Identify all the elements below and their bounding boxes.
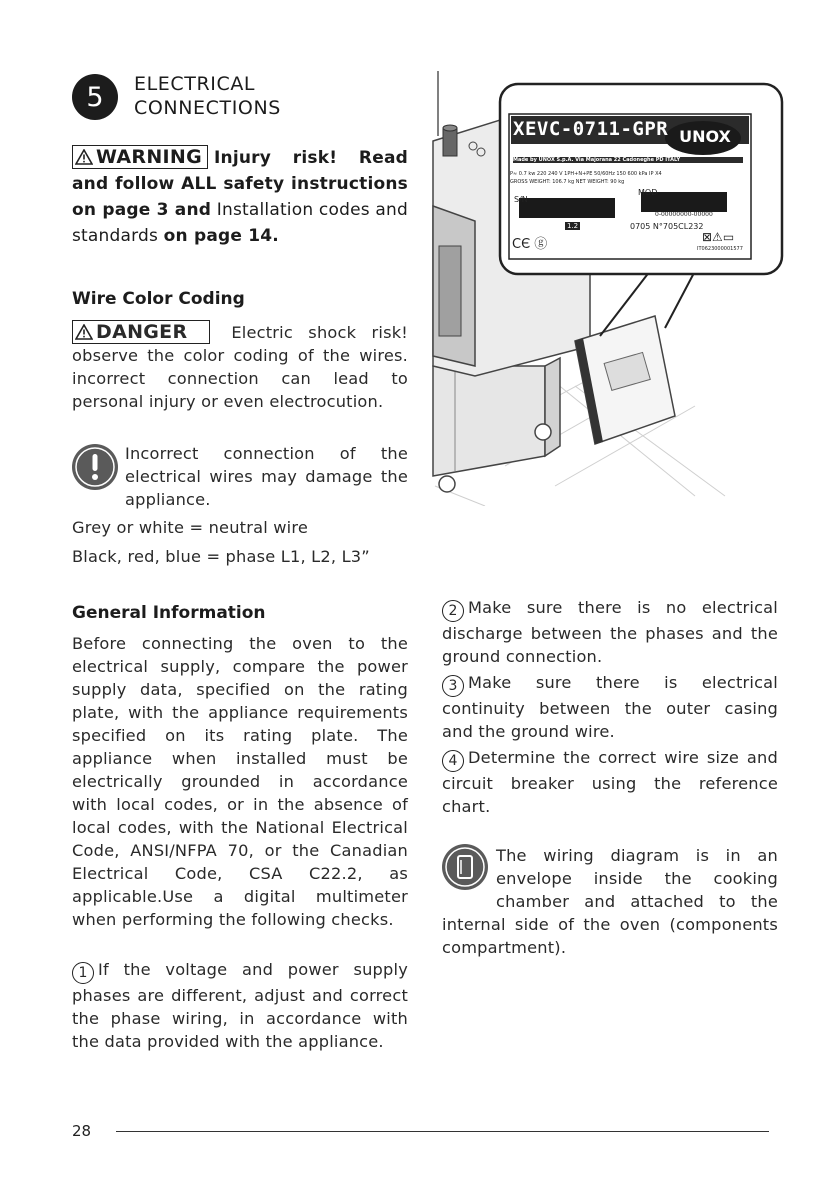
step-2: 2 Make sure there is no electrical discharge between the phases and the ground connection. [442,598,778,666]
section-title: ELECTRICAL CONNECTIONS [134,73,281,119]
general-text: Before connecting the oven to the electrical supply, compare the power supply data, specified on the rating plate, with the appliance requirements specified on its rating plate. The appliance when installed must be electrically grounded in accordance with local codes, or in the absence of local codes, with the National Electrical Code, ANSI/NFPA 70, or the Canadian Electrical Code, CSA C22.2, as applicable.Use a digital multimeter when performing the following checks. [72,634,408,929]
danger-text: Electric shock risk! observe the color coding of the wires. incorrect connection can lead to personal injury or even electrocution. [72,323,408,411]
unox-logo: UNOX [679,127,731,146]
wiring-note: The wiring diagram is in an envelope inside the cooking chamber and attached to the internal side of the oven (components compartment). [442,846,778,957]
plate-sn-label: S/N [514,195,528,204]
plate-made-by: Made by UNOX S.p.A. Via Majorana 22 Cadoneghe PD ITALY [513,157,743,163]
plate-specs1: P≈ 0.7 kw 220 240 V 1PH+N+PE 50/60Hz 150 600 kPa IP X4 [510,171,662,177]
ce-mark-icon: CЄ ⓖ [512,237,548,252]
step-1: 1 If the voltage and power supply phases are different, adjust and correct the phase wiring, in accordance with the data provided with the appliance. [72,960,408,1051]
general-heading: General Information [72,603,266,623]
warning-text-bold: Injury risk! Read and follow ALL safety instructions on page 3 and [72,148,408,220]
step-number: 1 [72,962,94,984]
plate-specs2: GROSS WEIGHT: 106.7 kg NET WEIGHT: 90 kg [510,179,625,185]
warning-block [72,145,408,249]
warning-text-bold2: on page 14. [163,226,279,246]
warning-badge: WARNING [72,145,208,169]
plate-code: 0705 N°705CL232 [630,222,704,231]
wire-grey-line: Grey or white = neutral wire [72,518,309,537]
danger-badge: DANGER [72,320,210,344]
notice-text: Incorrect connection of the electrical wires may damage the appliance. [125,444,408,509]
plate-model: XEVC-0711-GPR [513,118,669,140]
step-3: 3 Make sure there is electrical continuity between the outer casing and the ground wire. [442,673,778,741]
plate-badge: 1.2 [567,222,579,230]
page-number: 28 [72,1122,92,1140]
footer-rule [116,1131,769,1132]
warning-text: Installation codes and standards [72,200,408,246]
plate-mod-label: MOD [638,188,658,197]
wire-color-heading: Wire Color Coding [72,289,245,309]
danger-block [72,320,408,413]
warning-triangle-icon [75,149,93,165]
danger-triangle-icon [75,324,93,340]
wire-black-line: Black, red, blue = phase L1, L2, L3” [72,547,370,566]
section-number: 5 [72,74,118,120]
plate-barcode-number: IT0623000001577 [697,246,743,252]
exclamation-icon [72,444,118,490]
step-4: 4 Determine the correct wire size and circuit breaker using the reference chart. [442,748,778,816]
plate-symbols-icon: ⊠⚠▭ [702,230,735,244]
plate-small-code: 0-00000000-00000 [655,211,713,218]
